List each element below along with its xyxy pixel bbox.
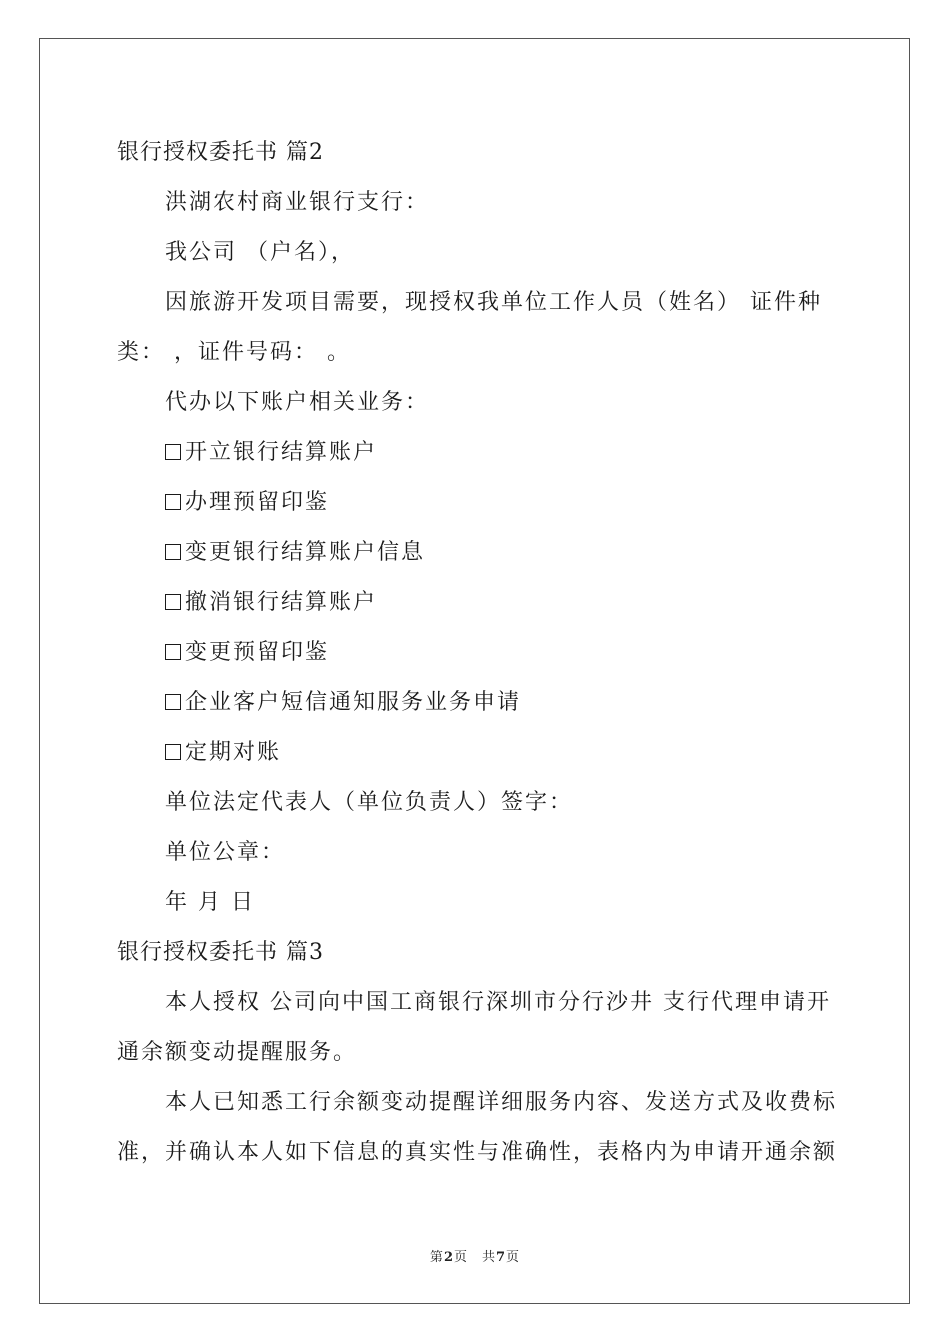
option-close-account [117, 578, 833, 628]
checkbox-icon [165, 644, 181, 660]
checkbox-icon [165, 444, 181, 460]
footer-page-suffix: 页 [506, 1250, 521, 1265]
addressee-line: 洪湖农村商业银行支行： [165, 190, 430, 215]
option-change-seal [117, 628, 833, 678]
paragraph-3-1-line-2: 通余额变动提醒服务。 [117, 1040, 358, 1065]
page-footer [0, 1246, 950, 1265]
option-label: 变更银行结算账户信息 [185, 540, 426, 565]
option-reconciliation [117, 728, 833, 778]
option-label: 办理预留印鉴 [185, 490, 330, 515]
footer-page-total: 7 [496, 1250, 507, 1265]
option-open-account [117, 428, 833, 478]
checkbox-icon [165, 694, 181, 710]
option-label: 定期对账 [185, 740, 282, 765]
option-change-account-info [117, 528, 833, 578]
paragraph-3-2-line-2: 准，并确认本人如下信息的真实性与准确性，表格内为申请开通余额 [117, 1140, 838, 1165]
section-heading-3: 银行授权委托书 篇3 [117, 940, 324, 965]
checkbox-icon [165, 494, 181, 510]
footer-page-mid: 页 共 [453, 1250, 496, 1265]
paragraph-3-1-line-1: 本人授权 公司向中国工商银行深圳市分行沙井 支行代理申请开 [165, 990, 831, 1015]
document-body [117, 128, 838, 1178]
option-label: 撤消银行结算账户 [185, 590, 378, 615]
signature-line: 单位法定代表人（单位负责人）签字： [165, 790, 574, 815]
section-heading-2: 银行授权委托书 篇2 [117, 140, 324, 165]
date-line: 年 月 日 [165, 890, 255, 915]
checkbox-icon [165, 744, 181, 760]
option-reserve-seal [117, 478, 833, 528]
checkbox-icon [165, 594, 181, 610]
paragraph-3-2-line-1: 本人已知悉工行余额变动提醒详细服务内容、发送方式及收费标 [165, 1090, 838, 1115]
footer-page-current: 2 [443, 1250, 454, 1265]
checkbox-icon [165, 544, 181, 560]
reason-line-1: 因旅游开发项目需要，现授权我单位工作人员（姓名） 证件种 [165, 290, 822, 315]
option-label: 企业客户短信通知服务业务申请 [185, 690, 522, 715]
option-label: 变更预留印鉴 [185, 640, 330, 665]
company-line: 我公司 （户名）， [165, 240, 355, 265]
option-label: 开立银行结算账户 [185, 440, 378, 465]
option-sms-service [117, 678, 833, 728]
footer-page-prefix: 第 [429, 1250, 444, 1265]
seal-line: 单位公章： [165, 840, 286, 865]
agent-intro-line: 代办以下账户相关业务： [165, 390, 430, 415]
reason-line-2: 类： ，证件号码： 。 [117, 340, 351, 365]
